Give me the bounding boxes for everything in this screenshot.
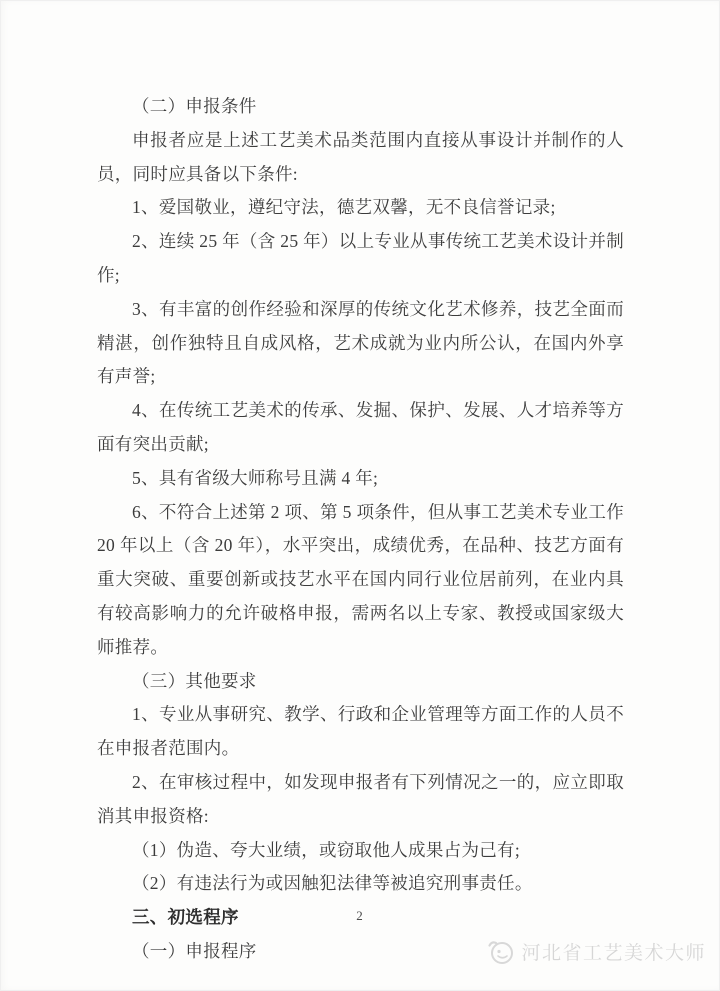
watermark — [487, 938, 706, 965]
document-paragraph: 申报者应是上述工艺美术品类范围内直接从事设计并制作的人员，同时应具备以下条件: — [97, 129, 624, 184]
document-paragraph: 4、在传统工艺美术的传承、发掘、保护、发展、人才培养等方面有突出贡献; — [97, 400, 624, 454]
document-paragraph: （三）其他要求 — [132, 670, 257, 691]
document-paragraph: 1、专业从事研究、教学、行政和企业管理等方面工作的人员不在申报者范围内。 — [97, 704, 624, 759]
document-paragraph: 5、具有省级大师称号且满 4 年; — [132, 467, 379, 488]
section-heading: 三、初选程序 — [132, 907, 239, 928]
document-paragraph: （二）申报条件 — [132, 96, 257, 116]
document-body — [97, 90, 624, 969]
document-paragraph: （2）有违法行为或因触犯法律等被追究刑事责任。 — [132, 873, 533, 894]
watermark-text: 河北省工艺美术大师 — [521, 943, 706, 964]
document-paragraph: 2、在审核过程中，如发现申报者有下列情况之一的，应立即取消其申报资格: — [97, 771, 624, 826]
document-paragraph: 2、连续 25 年（含 25 年）以上专业从事传统工艺美术设计并制作; — [97, 231, 624, 285]
page-number: 2 — [356, 908, 364, 923]
document-paragraph: （1）伪造、夸大业绩，或窃取他人成果占为己有; — [132, 839, 521, 860]
account-logo-icon — [487, 938, 514, 965]
document-paragraph: 3、有丰富的创作经验和深厚的传统文化艺术修养，技艺全面而精湛，创作独特且自成风格，艺术成就为业内所公认，在国内外享有声誉; — [97, 298, 624, 387]
document-paragraph: 6、不符合上述第 2 项、第 5 项条件，但从事工艺美术专业工作 20 年以上（含 20 年），水平突出，成绩优秀，在品种、技艺方面有重大突破、重要创新或技艺水平在国内同行业位居前列，在业内具有较高影响力的允许破格申报，需两名以上专家、教授或国家级大师推荐。 — [97, 501, 624, 657]
document-paragraph: 1、爱国敬业，遵纪守法，德艺双馨，无不良信誉记录; — [132, 197, 556, 218]
document-paragraph: （一）申报程序 — [132, 940, 257, 961]
